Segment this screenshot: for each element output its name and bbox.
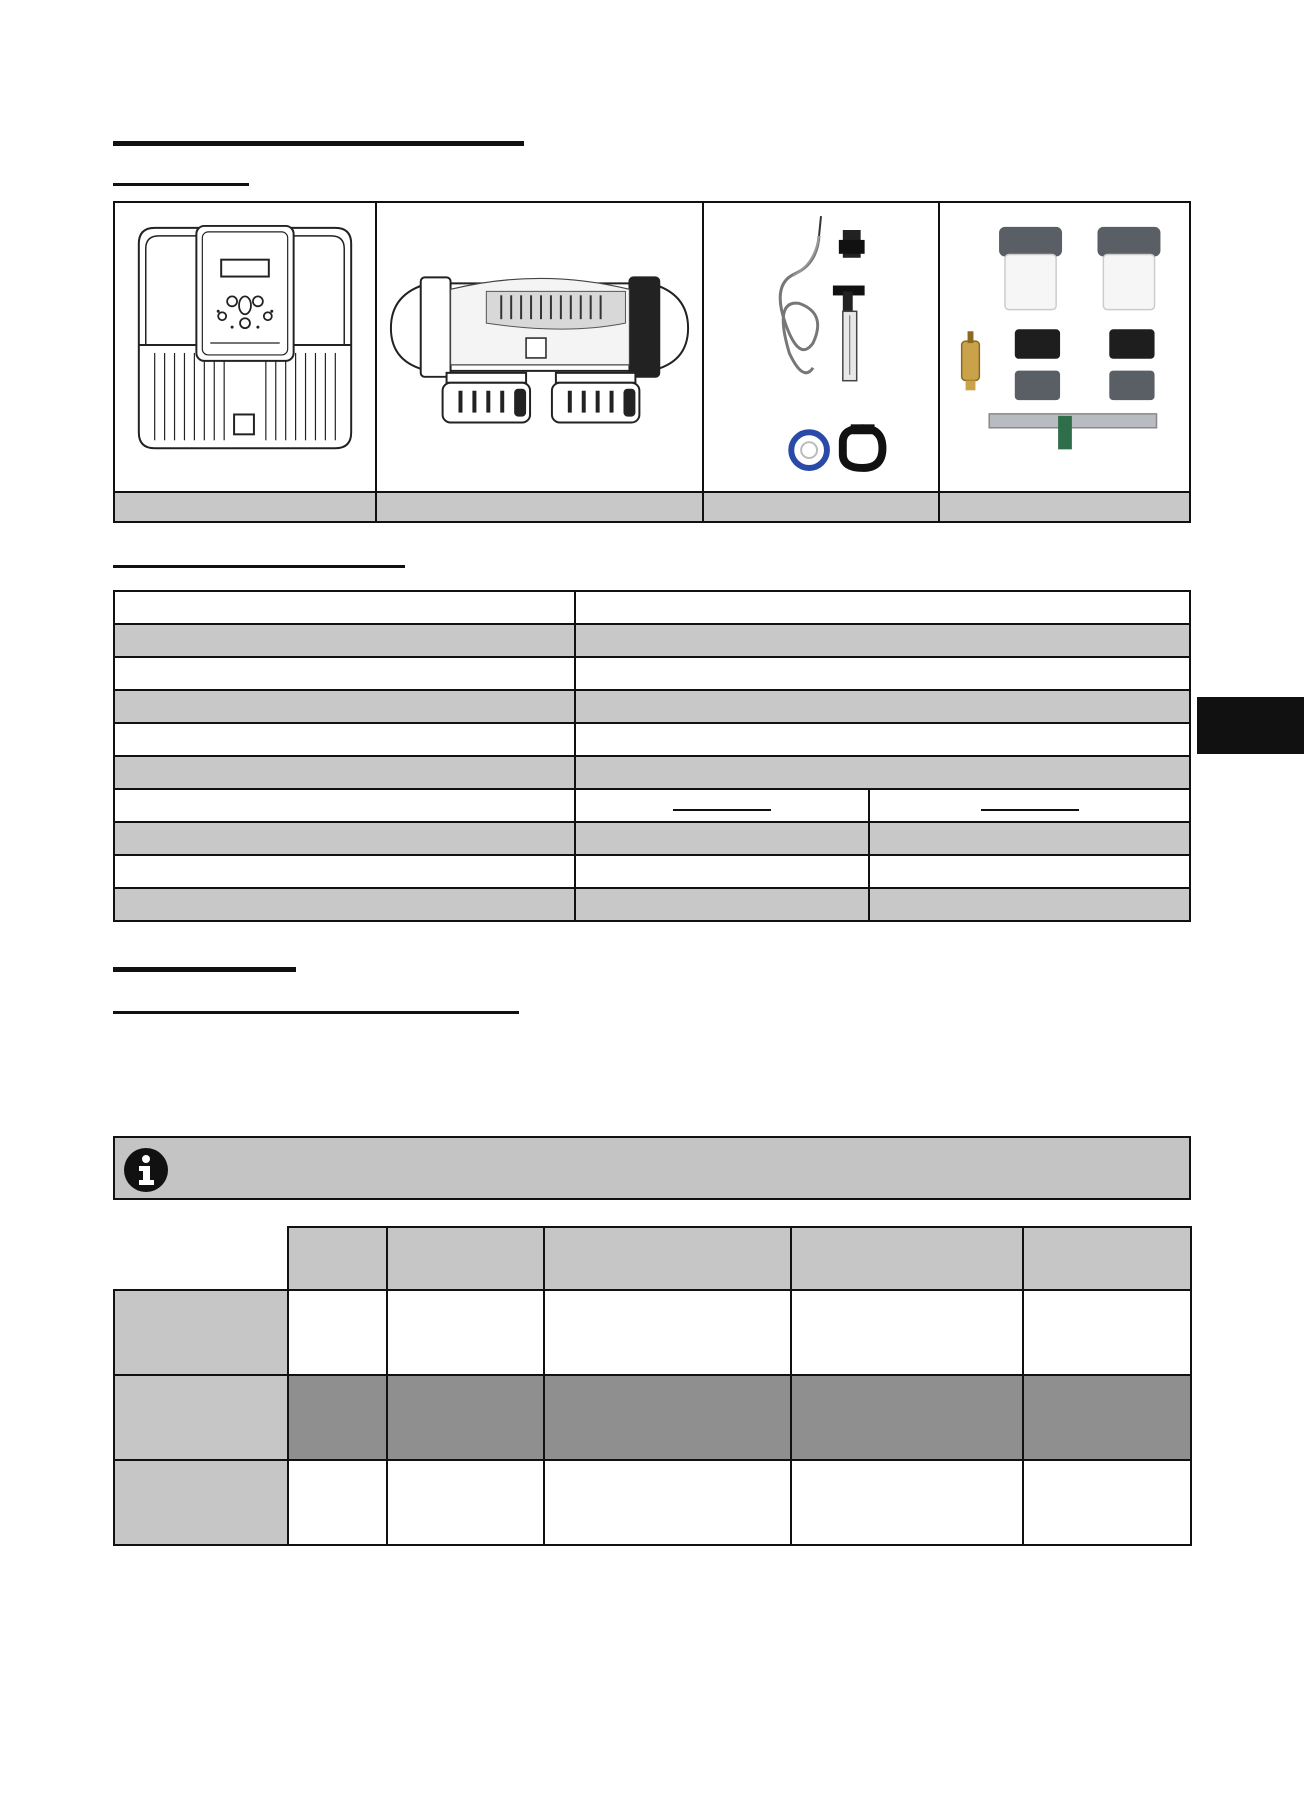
spec-value-a [575, 888, 869, 921]
control-box-icon [115, 203, 375, 491]
model-b-underline [981, 799, 1079, 811]
spec-model-b-header [869, 789, 1190, 822]
table-cell [790, 1459, 1024, 1546]
table-cell [287, 1459, 388, 1546]
contents-caption-4 [940, 491, 1189, 521]
table-row [114, 789, 1190, 822]
table-cell [1022, 1289, 1192, 1376]
table-cell [287, 1374, 388, 1461]
spec-value-b [869, 855, 1190, 888]
table-row [114, 855, 1190, 888]
contents-caption-1 [115, 491, 377, 521]
model-a-underline [673, 799, 771, 811]
table-cell [386, 1289, 545, 1376]
table-cell [790, 1374, 1024, 1461]
spec-label [114, 822, 575, 855]
electrolysis-cell-image [377, 203, 704, 491]
spec-label [114, 723, 575, 756]
installation-heading-rule [113, 967, 296, 972]
table-row [114, 690, 1190, 723]
row-label [113, 1459, 289, 1546]
spec-value [575, 591, 1190, 624]
spec-model-a-header [575, 789, 869, 822]
table-row [114, 756, 1190, 789]
spec-label [114, 756, 575, 789]
info-note [113, 1136, 1191, 1200]
table-header-cell [287, 1226, 388, 1291]
spec-label [114, 657, 575, 690]
spec-value [575, 624, 1190, 657]
fittings-kit-image [940, 203, 1189, 491]
table-header-cell [1022, 1226, 1192, 1291]
spec-label [114, 789, 575, 822]
table-header-cell [543, 1226, 792, 1291]
spec-value [575, 723, 1190, 756]
probe-kit-image [704, 203, 940, 491]
table-cell [386, 1374, 545, 1461]
table-row [114, 888, 1190, 921]
table-header-cell [790, 1226, 1024, 1291]
probe-kit-icon [704, 203, 938, 491]
spec-value [575, 756, 1190, 789]
table-header-cell [386, 1226, 545, 1291]
spec-label [114, 690, 575, 723]
specifications-table [113, 590, 1191, 922]
electrolysis-cell-icon [377, 203, 702, 491]
spec-label [114, 855, 575, 888]
spec-value [575, 657, 1190, 690]
specs-heading-rule [113, 565, 405, 568]
info-icon [123, 1147, 169, 1193]
spec-value-b [869, 888, 1190, 921]
spec-label [114, 888, 575, 921]
table-row [114, 591, 1190, 624]
contents-caption-3 [704, 491, 940, 521]
salt-level-table [113, 1226, 1192, 1548]
chapter-side-tab [1197, 697, 1304, 754]
contents-heading-rule [113, 183, 249, 186]
section-title-rule [113, 141, 524, 146]
table-cell [287, 1289, 388, 1376]
table-row [114, 624, 1190, 657]
table-cell [543, 1289, 792, 1376]
table-cell [1022, 1374, 1192, 1461]
contents-table [113, 201, 1191, 523]
fittings-kit-icon [940, 203, 1189, 491]
table-cell [543, 1374, 792, 1461]
spec-label [114, 591, 575, 624]
spec-value-a [575, 822, 869, 855]
row-label [113, 1289, 289, 1376]
table-cell [1022, 1459, 1192, 1546]
table-row [114, 723, 1190, 756]
control-box-image [115, 203, 377, 491]
row-label [113, 1374, 289, 1461]
table-row [114, 657, 1190, 690]
spec-label [114, 624, 575, 657]
installation-subheading-rule [113, 1011, 519, 1014]
spec-value-a [575, 855, 869, 888]
contents-caption-2 [377, 491, 704, 521]
table-row [114, 822, 1190, 855]
spec-value-b [869, 822, 1190, 855]
table-cell [543, 1459, 792, 1546]
table-cell [790, 1289, 1024, 1376]
table-cell [386, 1459, 545, 1546]
spec-value [575, 690, 1190, 723]
